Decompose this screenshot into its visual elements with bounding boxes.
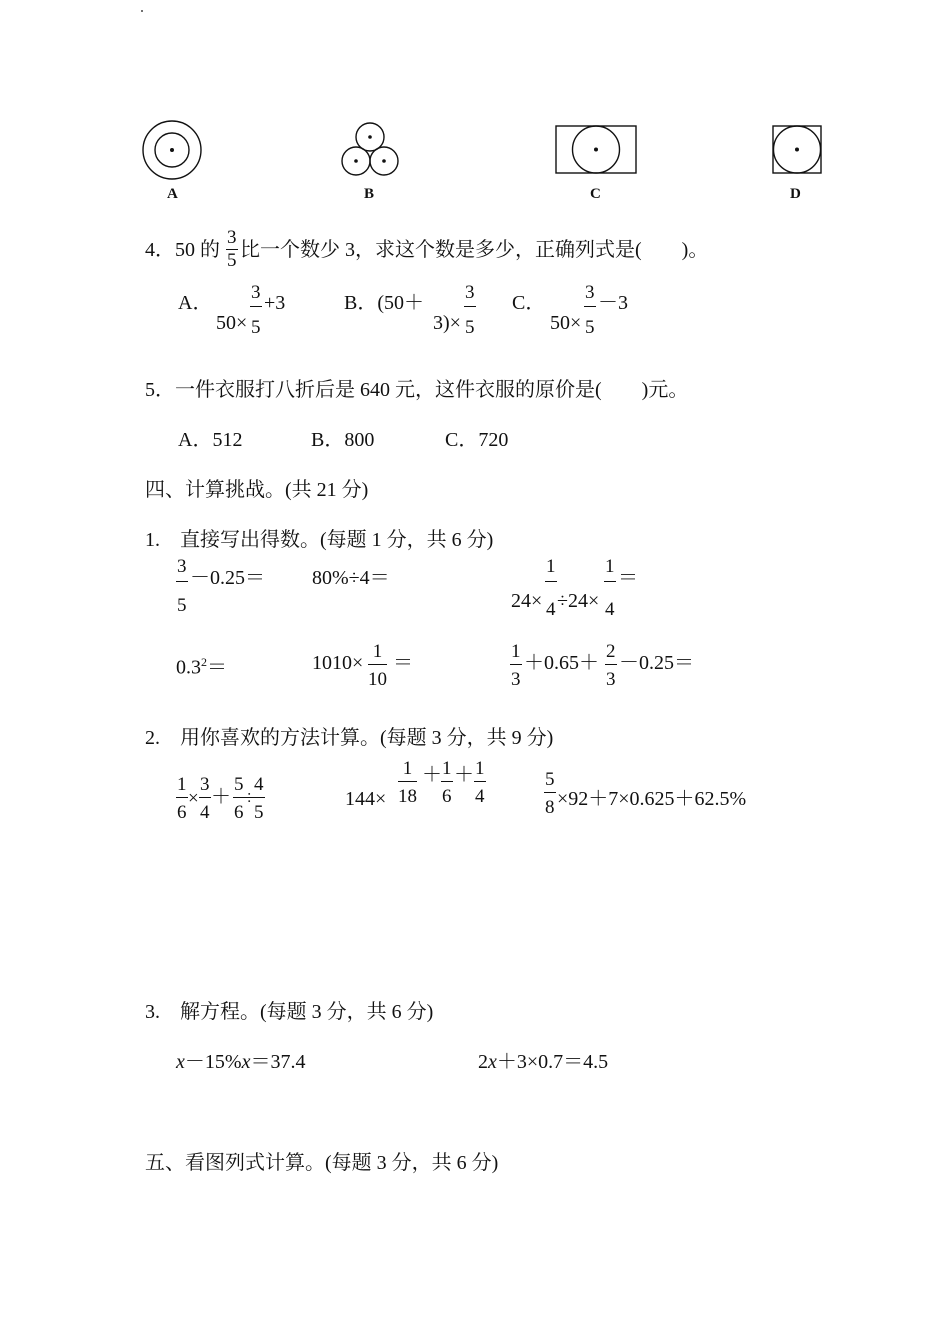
- q5-option-a: A．512: [178, 429, 243, 451]
- p2-c1-fraction-2: $\frac{3}{4}$: [200, 774, 210, 823]
- figure-d-label: D: [790, 186, 801, 202]
- q4-option-a-fraction: $\frac{3}{5}$: [251, 282, 261, 338]
- p1-e1-fraction: $\frac{3}{5}$: [176, 553, 188, 620]
- q4-fraction: $\frac{3}{5}$: [227, 227, 237, 271]
- section4-p2-title: 2. 用你喜欢的方法计算。(每题 3 分，共 9 分): [145, 727, 554, 749]
- p2-c2-fraction-3: $\frac{1}{4}$: [475, 758, 485, 807]
- section4-p3-title: 3. 解方程。(每题 3 分，共 6 分): [145, 1001, 434, 1023]
- q4-option-a-label: A．: [178, 292, 213, 314]
- section5-title: 五、看图列式计算。(每题 3 分，共 6 分): [145, 1152, 499, 1174]
- p2-c2-op1: ＋: [422, 764, 442, 786]
- p1-e1-tail: －0.25＝: [190, 567, 265, 589]
- p1-e3-fraction-2: $\frac{1}{4}$: [604, 553, 616, 624]
- p1-e3-tail: ＝: [618, 567, 638, 589]
- p1-e6-tail: －0.25＝: [619, 652, 694, 674]
- q4-option-c-label: C．: [512, 292, 546, 314]
- p1-e4-exponent: 2: [201, 655, 207, 669]
- p3-eq1-mid: －15%: [184, 1051, 242, 1073]
- p1-e5-tail: ＝: [393, 652, 413, 674]
- p3-eq1-tail: ＝37.4: [250, 1051, 306, 1073]
- p2-c1-op3: ÷: [244, 788, 255, 809]
- p3-eq1-x2: x: [241, 1051, 251, 1073]
- p2-c3-fraction: $\frac{5}{8}$: [545, 769, 555, 818]
- p3-eq1-x1: x: [176, 1051, 185, 1073]
- q4-option-b-mid: 3)×: [433, 312, 461, 334]
- q4-option-b-fraction: $\frac{3}{5}$: [465, 282, 475, 338]
- p1-e4-base: 0.3: [176, 656, 201, 679]
- q4-option-c-mult: 50×: [550, 312, 582, 334]
- q4-suffix: 比一个数少 3，求这个数是多少，正确列式是( )。: [240, 239, 709, 261]
- p2-c2-a: 144×: [345, 788, 387, 810]
- p1-e3-b: ÷24×: [557, 590, 600, 612]
- p1-e4: [176, 650, 227, 680]
- figure-a: [140, 118, 206, 182]
- p3-eq2: [478, 1050, 608, 1074]
- p2-c2-fraction-2: $\frac{1}{6}$: [442, 758, 452, 807]
- p2-c1-op2: ＋: [211, 786, 231, 808]
- q4-option-a-mult: 50×: [216, 312, 248, 334]
- figure-c-label: C: [590, 186, 601, 202]
- figure-a-label: A: [167, 186, 178, 202]
- p2-c2-fraction-1: $\frac{1}{18}$: [398, 758, 417, 807]
- section4-p1-title: 1. 直接写出得数。(每题 1 分，共 6 分): [145, 529, 494, 551]
- p3-eq2-coef: 2: [478, 1051, 488, 1073]
- figure-b-label: B: [364, 186, 375, 202]
- figure-d: [772, 125, 824, 175]
- p1-e2: 80%÷4＝: [312, 567, 390, 589]
- p1-e6-fraction-2: $\frac{2}{3}$: [606, 641, 616, 690]
- stray-dot: [141, 10, 143, 12]
- figure-c: [555, 125, 639, 175]
- p2-c1-op1: ×: [188, 788, 199, 809]
- q4-option-b-label: B．(50＋: [344, 292, 424, 314]
- p2-c2-op2: ＋: [454, 764, 474, 786]
- p1-e3-fraction-1: $\frac{1}{4}$: [545, 553, 557, 624]
- q4-prefix: 4．50 的: [145, 239, 220, 261]
- p2-c1-fraction-3: $\frac{5}{6}$: [234, 774, 244, 823]
- p1-e3-a: 24×: [511, 590, 543, 612]
- p3-eq1: [176, 1050, 305, 1074]
- p1-e6-fraction-1: $\frac{1}{3}$: [511, 641, 521, 690]
- p2-c1-fraction-1: $\frac{1}{6}$: [177, 774, 187, 823]
- q5-text: 5．一件衣服打八折后是 640 元，这件衣服的原价是( )元。: [145, 379, 689, 401]
- q4-option-c-tail: －3: [598, 292, 628, 314]
- p1-e4-tail: ＝: [207, 656, 227, 679]
- q5-option-c: C．720: [445, 429, 509, 451]
- p3-eq2-x: x: [488, 1051, 497, 1073]
- p3-eq2-tail: ＋3×0.7＝4.5: [496, 1051, 609, 1073]
- section4-title: 四、计算挑战。(共 21 分): [145, 479, 369, 501]
- p2-c3-tail: ×92＋7×0.625＋62.5%: [557, 788, 747, 810]
- p1-e5-fraction: $\frac{1}{10}$: [368, 641, 387, 690]
- p2-c1-fraction-4: $\frac{4}{5}$: [254, 774, 264, 823]
- figure-b: [336, 120, 404, 180]
- q4-option-a-tail: +3: [264, 292, 286, 314]
- q5-option-b: B．800: [311, 429, 375, 451]
- p1-e5-a: 1010×: [312, 652, 364, 674]
- q4-option-c-fraction: $\frac{3}{5}$: [585, 282, 595, 338]
- p1-e6-mid: ＋0.65＋: [524, 652, 599, 674]
